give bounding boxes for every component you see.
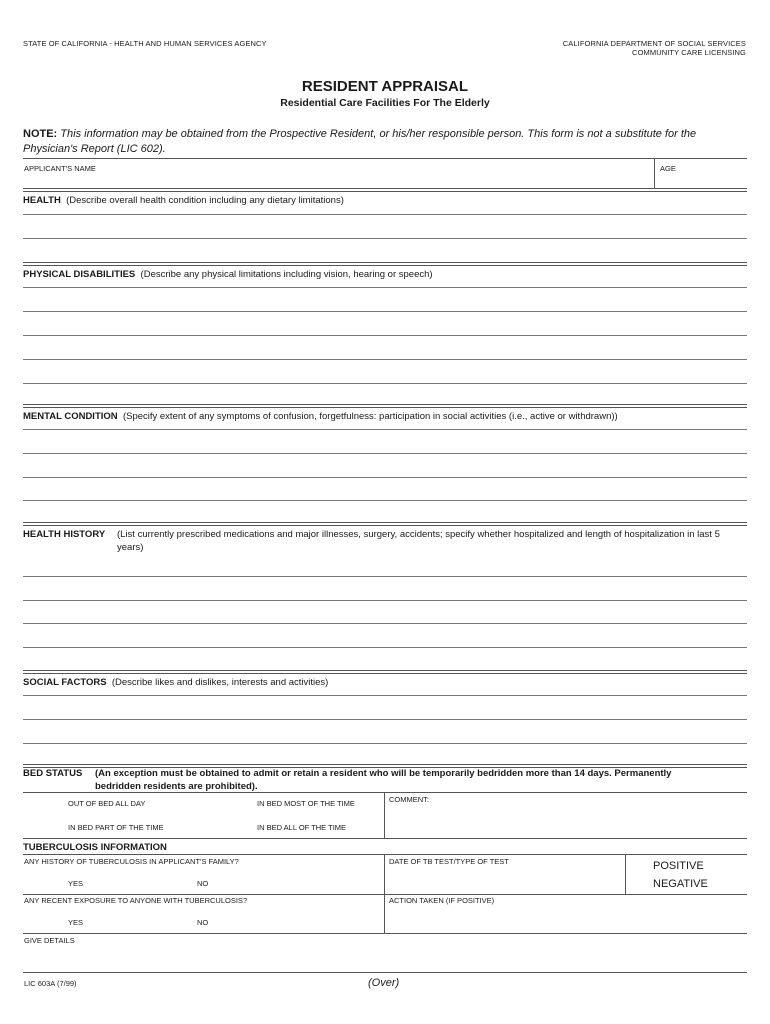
physical-desc: (Describe any physical limitations including vision, hearing or speech) [140,269,433,280]
agency-left: STATE OF CALIFORNIA - HEALTH AND HUMAN SERVICES AGENCY [23,39,267,48]
rule [23,854,747,855]
social-line-1[interactable] [23,695,747,696]
history-line-1[interactable] [23,576,747,577]
agency-right-1: CALIFORNIA DEPARTMENT OF SOCIAL SERVICES [562,39,746,48]
note-text: This information may be obtained from the Prospective Resident, or his/her responsible person. This form is not a substitute for the Physician's Report (LIC 602). [23,128,697,155]
tb-action-label: ACTION TAKEN (IF POSITIVE) [389,896,495,905]
mental-desc: (Specify extent of any symptoms of confusion, forgetfulness: participation in social activities (i.e., active or withdrawn)) [122,411,618,422]
applicant-name-label: APPLICANT'S NAME [24,164,96,173]
history-line-3[interactable] [23,623,747,624]
section-rule [23,188,747,192]
bed-all-time[interactable]: IN BED ALL OF THE TIME [257,823,347,832]
divider [384,792,385,838]
rule [23,792,747,793]
health-title: HEALTH [23,195,61,206]
applicant-name-field[interactable] [24,172,650,186]
rule [23,972,747,973]
social-heading [23,676,328,689]
section-rule [23,404,747,408]
tb-positive-option[interactable]: POSITIVE [653,860,704,872]
social-title: SOCIAL FACTORS [23,677,107,688]
divider [654,158,655,188]
mental-title: MENTAL CONDITION [23,411,118,422]
tb-heading [23,841,167,854]
tb-details-field[interactable] [24,946,746,970]
note-label: NOTE: [23,128,58,140]
bed-status-heading [23,767,747,793]
bed-out-all-day[interactable]: OUT OF BED ALL DAY [68,799,146,808]
mental-line-3[interactable] [23,477,747,478]
health-desc: (Describe overall health condition including any dietary limitations) [66,195,344,206]
tb-family-question: ANY HISTORY OF TUBERCULOSIS IN APPLICANT'S FAMILY? [24,857,239,866]
health-heading [23,194,344,207]
social-line-3[interactable] [23,743,747,744]
physical-title: PHYSICAL DISABILITIES [23,269,136,280]
mental-line-2[interactable] [23,453,747,454]
bed-most-time[interactable]: IN BED MOST OF THE TIME [257,799,355,808]
age-label: AGE [660,164,676,173]
mental-line-1[interactable] [23,429,747,430]
history-desc: (List currently prescribed medications and major illnesses, surgery, accidents; specify whether hospitalized and length of hospitalization in last 5 years) [117,529,720,553]
social-desc: (Describe likes and dislikes, interests and activities) [111,677,329,688]
page-subtitle: Residential Care Facilities For The Elderly [280,97,490,109]
section-rule [23,262,747,266]
history-line-4[interactable] [23,647,747,648]
tb-test-date-label: DATE OF TB TEST/TYPE OF TEST [389,857,509,866]
over-label: (Over) [368,977,400,989]
agency-right-2: COMMUNITY CARE LICENSING [632,48,746,57]
rule [23,894,747,895]
physical-line-4[interactable] [23,359,747,360]
tb-details-label: GIVE DETAILS [24,936,75,945]
rule [23,838,747,839]
bed-part-time[interactable]: IN BED PART OF THE TIME [68,823,164,832]
mental-heading [23,410,618,423]
comment-label: COMMENT: [389,795,429,804]
rule [23,933,747,934]
history-line-2[interactable] [23,600,747,601]
physical-heading [23,268,433,281]
social-line-2[interactable] [23,719,747,720]
mental-line-4[interactable] [23,500,747,501]
history-title: HEALTH HISTORY [23,529,106,540]
section-rule [23,670,747,674]
physical-line-5[interactable] [23,383,747,384]
tb-title: TUBERCULOSIS INFORMATION [23,842,167,853]
history-heading [23,528,747,554]
form-id: LIC 603A (7/99) [24,979,77,988]
tb-exposure-yes[interactable]: YES [68,918,84,927]
note [23,127,749,157]
tb-family-no[interactable]: NO [197,879,209,888]
tb-negative-option[interactable]: NEGATIVE [653,878,708,890]
physical-line-1[interactable] [23,287,747,288]
tb-exposure-no[interactable]: NO [197,918,209,927]
physical-line-3[interactable] [23,335,747,336]
bed-status-title: BED STATUS [23,768,83,779]
health-line-2[interactable] [23,238,747,239]
comment-field[interactable] [388,806,746,836]
tb-family-yes[interactable]: YES [68,879,84,888]
page-title: RESIDENT APPRAISAL [301,78,469,95]
section-rule [23,522,747,526]
bed-status-desc: (An exception must be obtained to admit or retain a resident who will be temporarily bedridden more than 14 days. Permanently bedridden residents are prohibited). [95,768,672,792]
tb-exposure-question: ANY RECENT EXPOSURE TO ANYONE WITH TUBERCULOSIS? [24,896,248,905]
age-field[interactable] [658,172,746,186]
divider [625,854,626,894]
physical-line-2[interactable] [23,311,747,312]
tb-action-field[interactable] [388,906,746,931]
rule [23,158,747,159]
health-line-1[interactable] [23,214,747,215]
